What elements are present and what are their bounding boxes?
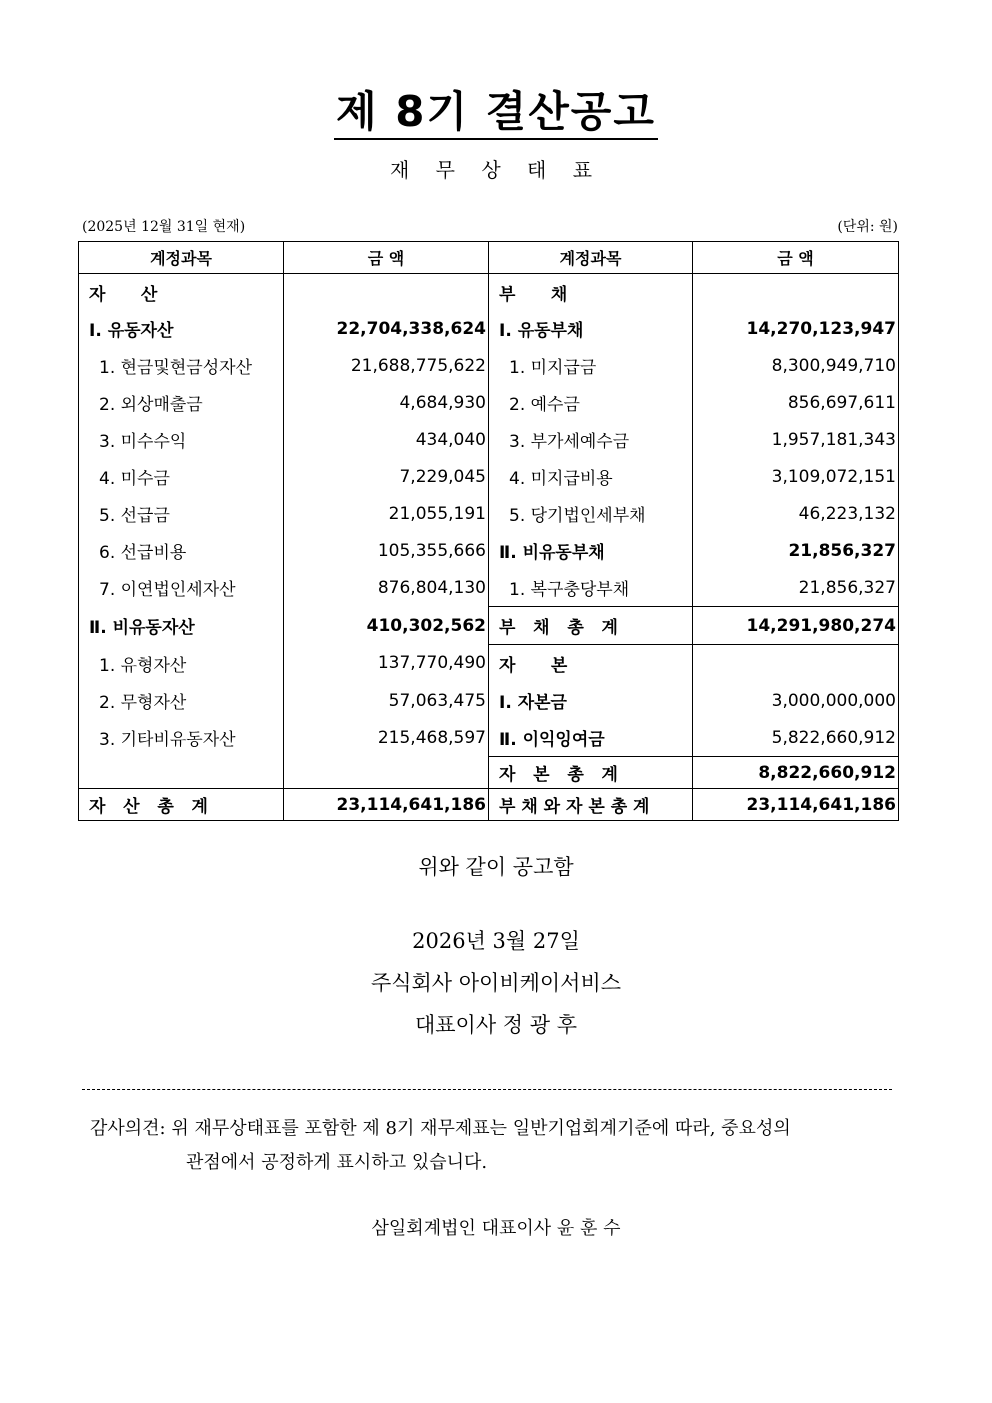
table-header-row [79, 242, 899, 274]
cell-label: 6. 선급비용 [79, 532, 284, 569]
table-row [79, 310, 899, 347]
ceo-name: 대표이사 정 광 후 [414, 1013, 578, 1037]
cell-label: 3. 부가세예수금 [489, 421, 693, 458]
table-row [79, 274, 899, 311]
cell-value: 8,300,949,710 [693, 347, 899, 384]
unit-note: (단위: 원) [837, 219, 898, 235]
current-liabilities-label: Ⅰ. 유동부채 [489, 310, 693, 347]
cell-label: 2. 무형자산 [79, 682, 284, 719]
cell-value: 57,063,475 [284, 682, 489, 719]
table-row [79, 719, 899, 757]
section-assets: 자 산 [79, 274, 284, 311]
audit-text-1: 위 재무상태표를 포함한 제 8기 재무제표는 일반기업회계기준에 따라, 중요성의 [171, 1118, 791, 1139]
cell-value: 3,109,072,151 [693, 458, 899, 495]
cell-value: 4,684,930 [284, 384, 489, 421]
audit-opinion [90, 1112, 910, 1180]
cell-label: 5. 선급금 [79, 495, 284, 532]
header-account-right: 계정과목 [489, 242, 693, 274]
total-equity-value: 8,822,660,912 [693, 757, 899, 789]
table-row [79, 384, 899, 421]
cell-value: 21,856,327 [693, 569, 899, 607]
total-equity-label: 자 본 총 계 [489, 757, 693, 789]
retained-earnings-label: Ⅱ. 이익잉여금 [489, 719, 693, 757]
table-row [79, 645, 899, 683]
cell-label: 2. 외상매출금 [79, 384, 284, 421]
cell-label: 2. 예수금 [489, 384, 693, 421]
noncurrent-liabilities-label: Ⅱ. 비유동부채 [489, 532, 693, 569]
table-row [79, 458, 899, 495]
auditor-signature: 삼일회계법인 대표이사 윤 훈 수 [371, 1218, 621, 1239]
cell-value: 1,957,181,343 [693, 421, 899, 458]
cell-label: 1. 복구충당부채 [489, 569, 693, 607]
notice-text: 위와 같이 공고함 [418, 855, 574, 879]
cell-value: 856,697,611 [693, 384, 899, 421]
noncurrent-assets-value: 410,302,562 [284, 607, 489, 645]
balance-sheet-table [78, 241, 899, 821]
total-liabilities-label: 부 채 총 계 [489, 607, 693, 645]
cell-value: 434,040 [284, 421, 489, 458]
cell-value: 876,804,130 [284, 569, 489, 607]
table-row [79, 532, 899, 569]
cell-value [284, 757, 489, 789]
header-amount-left: 금 액 [284, 242, 489, 274]
cell-label: 4. 미수금 [79, 458, 284, 495]
cell-value: 46,223,132 [693, 495, 899, 532]
separator-line [82, 1089, 892, 1090]
cell-value: 21,688,775,622 [284, 347, 489, 384]
current-liabilities-value: 14,270,123,947 [693, 310, 899, 347]
current-assets-value: 22,704,338,624 [284, 310, 489, 347]
current-assets-label: Ⅰ. 유동자산 [79, 310, 284, 347]
company-name: 주식회사 아이비케이서비스 [370, 971, 622, 995]
page-title: 제 8기 결산공고 [0, 86, 992, 138]
cell-value: 215,468,597 [284, 719, 489, 757]
total-assets-value: 23,114,641,186 [284, 789, 489, 821]
cell-label: 4. 미지급비용 [489, 458, 693, 495]
table-row [79, 682, 899, 719]
cell-value: 7,229,045 [284, 458, 489, 495]
retained-earnings-value: 5,822,660,912 [693, 719, 899, 757]
table-row [79, 569, 899, 607]
section-liabilities: 부 채 [489, 274, 693, 311]
audit-label: 감사의견: [90, 1118, 166, 1139]
cell-label: 3. 미수수익 [79, 421, 284, 458]
cell-label [79, 757, 284, 789]
cell-label: 7. 이연법인세자산 [79, 569, 284, 607]
date-note: (2025년 12월 31일 현재) [82, 219, 246, 235]
total-liabilities-equity-value: 23,114,641,186 [693, 789, 899, 821]
table-row [79, 607, 899, 645]
cell-value [693, 274, 899, 311]
capital-stock-label: Ⅰ. 자본금 [489, 682, 693, 719]
table-row [79, 347, 899, 384]
cell-value [693, 645, 899, 683]
cell-label: 1. 미지급금 [489, 347, 693, 384]
section-equity: 자 본 [489, 645, 693, 683]
noncurrent-liabilities-value: 21,856,327 [693, 532, 899, 569]
total-assets-label: 자 산 총 계 [79, 789, 284, 821]
cell-label: 3. 기타비유동자산 [79, 719, 284, 757]
total-liabilities-equity-label: 부 채 와 자 본 총 계 [489, 789, 693, 821]
audit-text-2: 관점에서 공정하게 표시하고 있습니다. [186, 1152, 488, 1173]
capital-stock-value: 3,000,000,000 [693, 682, 899, 719]
header-account-left: 계정과목 [79, 242, 284, 274]
cell-label: 1. 유형자산 [79, 645, 284, 683]
audit-line-1 [90, 1112, 910, 1146]
cell-value: 137,770,490 [284, 645, 489, 683]
noncurrent-assets-label: Ⅱ. 비유동자산 [79, 607, 284, 645]
table-row [79, 421, 899, 458]
table-row [79, 495, 899, 532]
cell-label: 1. 현금및현금성자산 [79, 347, 284, 384]
totals-row [79, 789, 899, 821]
total-liabilities-value: 14,291,980,274 [693, 607, 899, 645]
cell-value: 21,055,191 [284, 495, 489, 532]
cell-value [284, 274, 489, 311]
table-row [79, 757, 899, 789]
notice-date: 2026년 3월 27일 [412, 929, 580, 953]
cell-label: 5. 당기법인세부채 [489, 495, 693, 532]
statement-subtitle: 재 무 상 태 표 [389, 158, 603, 182]
header-amount-right: 금 액 [693, 242, 899, 274]
cell-value: 105,355,666 [284, 532, 489, 569]
